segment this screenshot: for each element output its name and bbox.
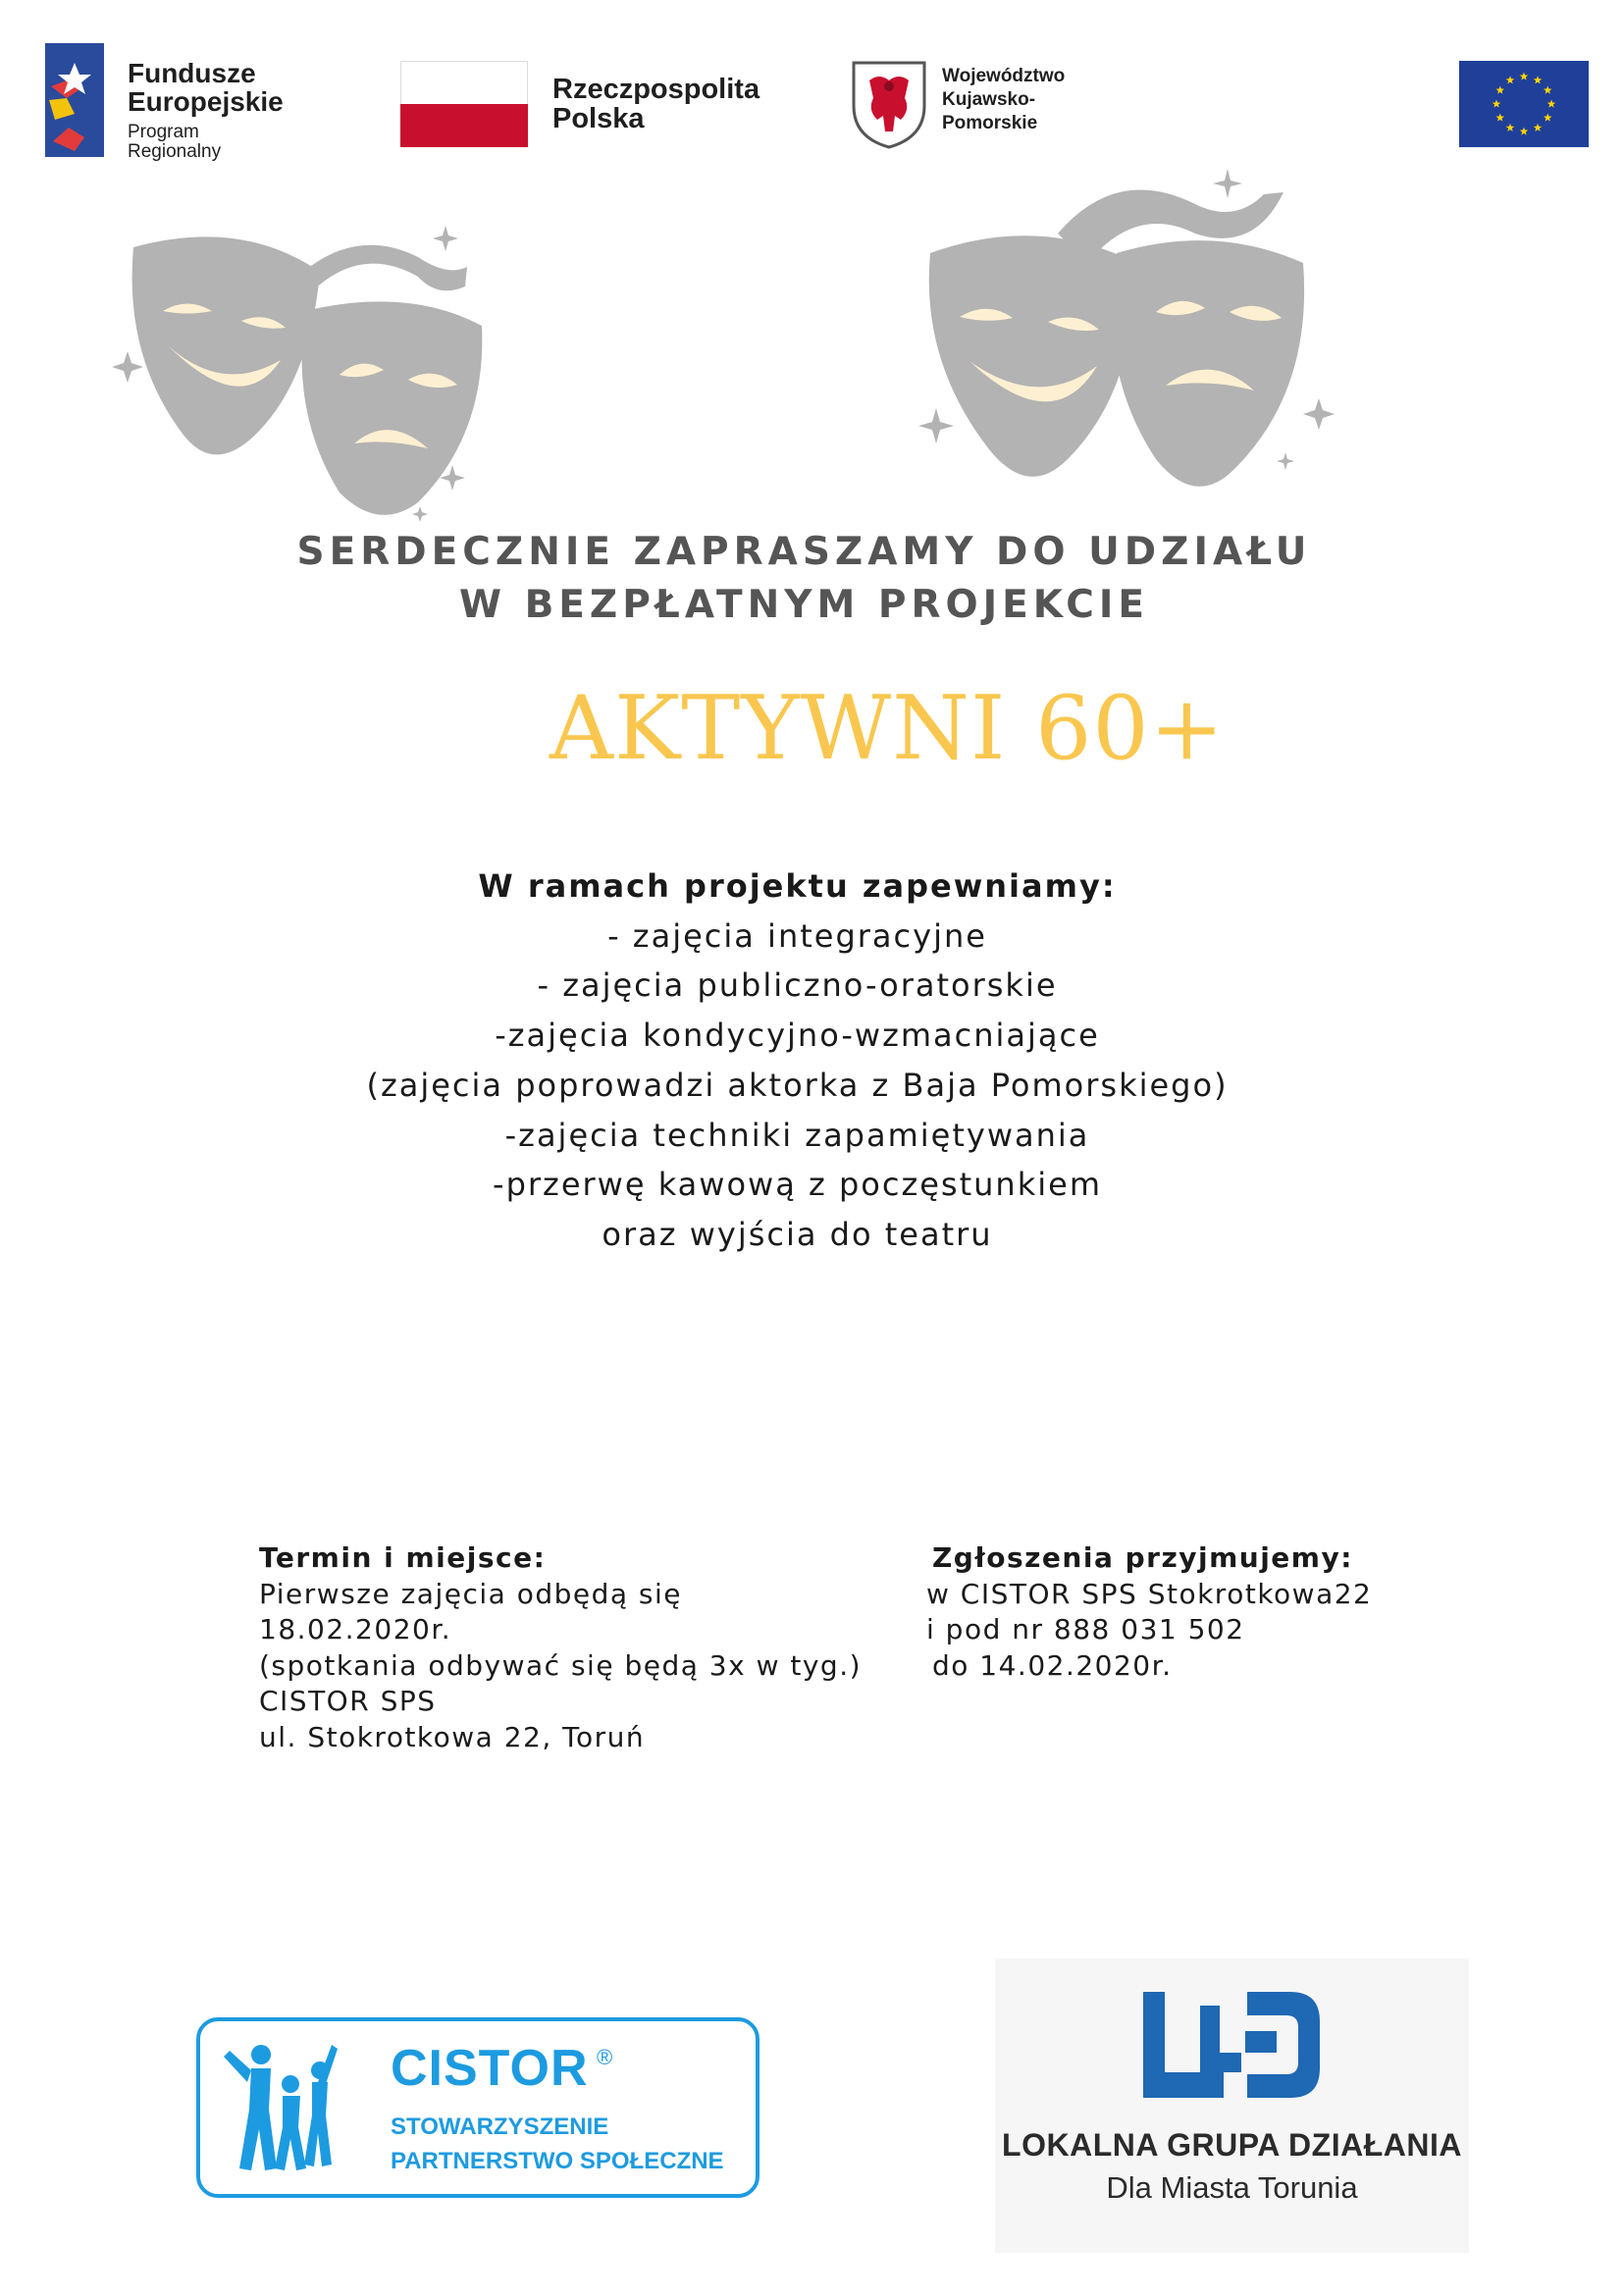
cistor-name: CISTOR — [391, 2040, 589, 2097]
rp-line-2: Polska — [552, 103, 645, 135]
cistor-subtitle-line-2: PARTNERSTWO SPOŁECZNE — [391, 2148, 724, 2174]
offer-item: -zajęcia kondycyjno-wzmacniające — [495, 1017, 1100, 1055]
rzeczpospolita-polska-text — [552, 75, 760, 134]
schedule-line: Pierwsze zajęcia odbędą się — [259, 1577, 683, 1610]
rp-line-1: Rzeczpospolita — [552, 74, 760, 105]
cistor-subtitle — [391, 2110, 724, 2178]
fe-line-2: Europejskie — [128, 86, 284, 118]
registration-line: i pod nr 888 031 502 — [926, 1613, 1245, 1645]
invitation-heading — [0, 526, 1616, 632]
theatre-masks-right-icon — [911, 165, 1342, 518]
coat-of-arms-icon — [850, 59, 928, 149]
lgd-subtitle: Dla Miasta Torunia — [1106, 2170, 1358, 2205]
invitation-line-2: W BEZPŁATNYM PROJEKCIE — [458, 583, 1150, 627]
fe-line-1: Fundusze — [128, 58, 256, 88]
offer-item: -zajęcia techniki zapamiętywania — [504, 1116, 1090, 1154]
schedule-line: 18.02.2020r. — [259, 1613, 452, 1645]
polish-flag-icon — [400, 61, 528, 147]
invitation-line-1: SERDECZNIE ZAPRASZAMY DO UDZIAŁU — [296, 530, 1312, 574]
fundusze-europejskie-text — [128, 59, 284, 162]
offer-section — [0, 861, 1595, 1260]
offer-item: -przerwę kawową z poczęstunkiem — [493, 1166, 1102, 1204]
registered-mark: ® — [597, 2045, 613, 2069]
lgd-title: LOKALNA GRUPA DZIAŁANIA — [1002, 2127, 1462, 2163]
fe-line-3: Program Regionalny — [128, 121, 222, 162]
offer-item: (zajęcia poprowadzi aktorka z Baja Pomorskiego) — [366, 1066, 1229, 1104]
schedule-line: CISTOR SPS — [259, 1685, 437, 1717]
offer-item: - zajęcia publiczno-oratorskie — [537, 966, 1058, 1005]
offer-item: oraz wyjścia do teatru — [602, 1215, 993, 1253]
registration-line: w CISTOR SPS Stokrotkowa22 — [926, 1577, 1373, 1610]
wkp-line-1: Województwo — [942, 66, 1066, 86]
schedule-title: Termin i miejsce: — [259, 1541, 547, 1574]
offer-title: W ramach projektu zapewniamy: — [478, 867, 1117, 905]
registration-title: Zgłoszenia przyjmujemy: — [932, 1541, 1353, 1574]
schedule-line: ul. Stokrotkowa 22, Toruń — [259, 1720, 646, 1753]
theatre-masks-left-icon — [94, 218, 536, 532]
registration-line: do 14.02.2020r. — [932, 1648, 1173, 1682]
cistor-subtitle-line-1: STOWARZYSZENIE — [391, 2113, 609, 2140]
wojewodztwo-text — [942, 65, 1065, 134]
schedule-line: (spotkania odbywać się będą 3x w tyg.) — [259, 1648, 863, 1682]
registration-info — [926, 1540, 1372, 1684]
wkp-line-2: Kujawsko-Pomorskie — [942, 88, 1038, 133]
fundusze-europejskie-logo — [45, 43, 104, 157]
cistor-people-icon — [222, 2041, 340, 2178]
lgd-logo-icon — [1143, 1992, 1320, 2098]
offer-item: - zajęcia integracyjne — [607, 916, 987, 955]
schedule-info — [259, 1540, 862, 1755]
eu-flag-icon — [1459, 61, 1589, 147]
project-title: AKTYWNI 60+ — [550, 677, 1226, 780]
